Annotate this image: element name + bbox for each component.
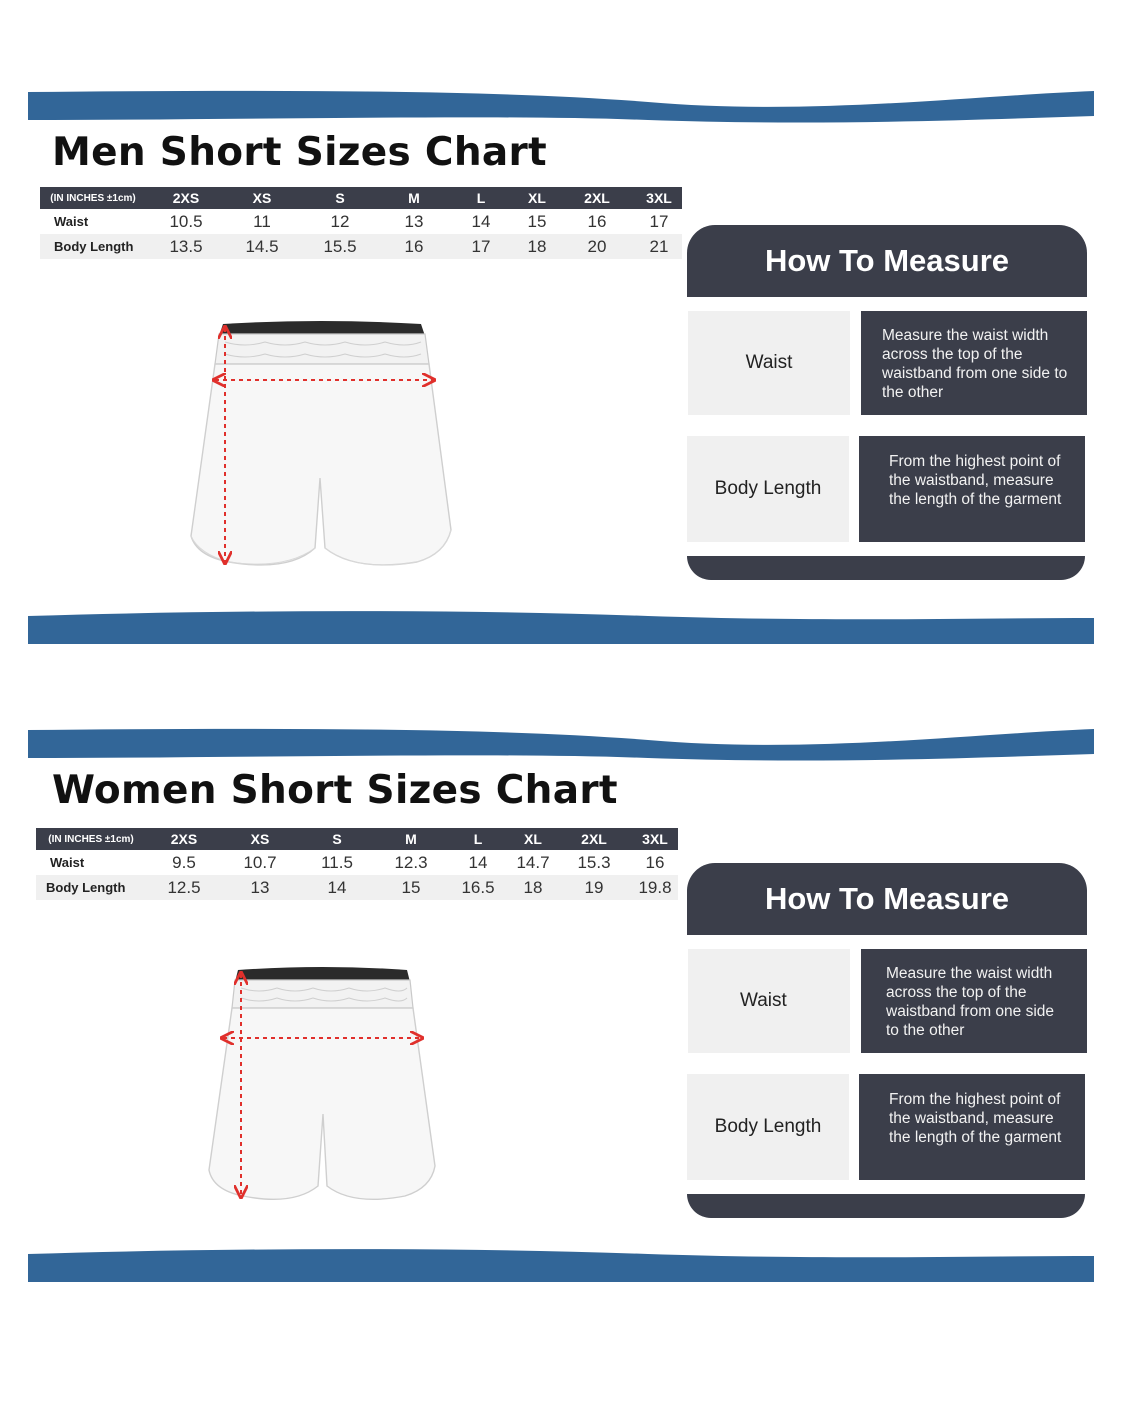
unit-label: (IN INCHES ±1cm) (36, 828, 146, 850)
row-label: Body Length (40, 234, 146, 259)
size-header: M (382, 187, 446, 209)
table-row-waist (40, 209, 682, 234)
size-table (36, 828, 678, 900)
top-wave-band (28, 728, 1094, 764)
page-title: Men Short Sizes Chart (52, 130, 547, 175)
table-row-body-length (40, 234, 682, 259)
page-title: Women Short Sizes Chart (52, 768, 618, 813)
measure-label-waist: Waist (688, 311, 850, 415)
table-row-waist (36, 850, 678, 875)
bottom-wave-band (28, 610, 1094, 646)
table-cell: 15 (527, 211, 547, 231)
table-cell: 14 (468, 852, 488, 872)
size-header: 2XL (556, 828, 632, 850)
table-cell: 20 (558, 234, 636, 259)
size-header: XL (510, 828, 556, 850)
measure-label-waist: Waist (688, 949, 850, 1053)
size-header: XL (516, 187, 558, 209)
table-cell: 13.5 (146, 234, 226, 259)
size-header: L (446, 187, 516, 209)
table-cell: 16 (587, 211, 607, 231)
row-label: Waist (54, 214, 89, 229)
table-cell: 9.5 (172, 852, 196, 872)
measure-desc-body-length: From the highest point of the waistband, measure the length of the garment (859, 1074, 1085, 1180)
table-row-body-length (36, 875, 678, 900)
table-cell: 21 (636, 234, 682, 259)
how-to-measure-heading: How To Measure (687, 225, 1087, 297)
panel-footer-bar (687, 556, 1085, 580)
shorts-illustration (205, 964, 445, 1209)
size-header: 3XL (636, 187, 682, 209)
table-cell: 18 (510, 875, 556, 900)
table-cell: 15.3 (577, 852, 611, 872)
size-header: S (298, 187, 382, 209)
table-cell: 19 (556, 875, 632, 900)
size-header: 2XS (146, 187, 226, 209)
table-cell: 12 (330, 211, 350, 231)
table-cell: 19.8 (632, 875, 678, 900)
table-cell: 14.7 (516, 852, 550, 872)
how-to-measure-panel (687, 225, 1087, 585)
table-cell: 13 (404, 211, 424, 231)
size-header: 2XL (558, 187, 636, 209)
measure-label-body-length: Body Length (687, 436, 849, 542)
table-cell: 13 (222, 875, 298, 900)
table-cell: 11.5 (321, 852, 353, 872)
table-cell: 10.7 (243, 852, 277, 872)
table-cell: 11 (253, 211, 271, 231)
table-cell: 14 (471, 211, 491, 231)
row-label: Body Length (36, 875, 146, 900)
bottom-wave-band (28, 1248, 1094, 1284)
table-cell: 15 (376, 875, 446, 900)
unit-label: (IN INCHES ±1cm) (40, 187, 146, 209)
how-to-measure-heading: How To Measure (687, 863, 1087, 935)
measure-desc-waist: Measure the waist width across the top of the waistband from one side to the other (861, 949, 1087, 1053)
table-cell: 10.5 (169, 211, 203, 231)
size-header-row (36, 828, 678, 850)
panel-footer-bar (687, 1194, 1085, 1218)
table-cell: 16 (382, 234, 446, 259)
table-cell: 16 (645, 852, 665, 872)
size-table (40, 187, 682, 259)
table-cell: 12.3 (394, 852, 428, 872)
table-cell: 17 (446, 234, 516, 259)
size-header: 3XL (632, 828, 678, 850)
size-header-row (40, 187, 682, 209)
size-header: S (298, 828, 376, 850)
table-cell: 16.5 (446, 875, 510, 900)
measure-desc-body-length: From the highest point of the waistband, measure the length of the garment (859, 436, 1085, 542)
table-cell: 14 (298, 875, 376, 900)
table-cell: 15.5 (298, 234, 382, 259)
how-to-measure-panel (687, 863, 1087, 1223)
table-cell: 12.5 (146, 875, 222, 900)
shorts-illustration (185, 318, 460, 578)
size-header: 2XS (146, 828, 222, 850)
size-header: L (446, 828, 510, 850)
size-header: M (376, 828, 446, 850)
row-label: Waist (50, 855, 85, 870)
size-header: XS (222, 828, 298, 850)
measure-desc-waist: Measure the waist width across the top of the waistband from one side to the other (861, 311, 1087, 415)
top-wave-band (28, 90, 1094, 126)
measure-label-body-length: Body Length (687, 1074, 849, 1180)
table-cell: 17 (649, 211, 669, 231)
table-cell: 18 (516, 234, 558, 259)
table-cell: 14.5 (226, 234, 298, 259)
size-header: XS (226, 187, 298, 209)
